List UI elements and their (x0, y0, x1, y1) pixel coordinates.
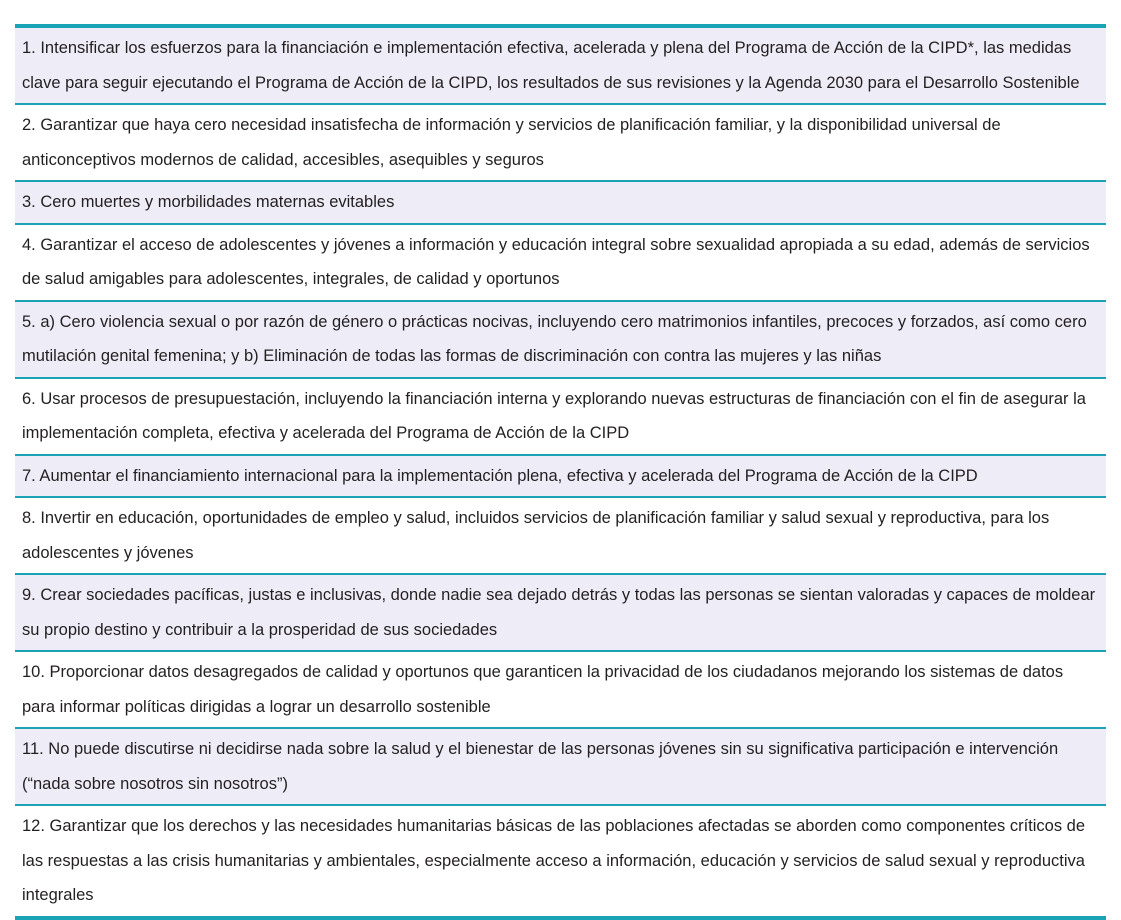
commitment-row-3: 3. Cero muertes y morbilidades maternas evitables (15, 182, 1106, 225)
commitment-row-7: 7. Aumentar el financiamiento internacional para la implementación plena, efectiva y acelerada del Programa de Acción de la CIPD (15, 456, 1106, 499)
commitment-row-10: 10. Proporcionar datos desagregados de calidad y oportunos que garanticen la privacidad de los ciudadanos mejorando los sistemas de datos para informar políticas dirigidas a lograr un desarrollo sostenible (15, 652, 1106, 729)
commitment-row-5: 5. a) Cero violencia sexual o por razón de género o prácticas nocivas, incluyendo cero matrimonios infantiles, precoces y forzados, así como cero mutilación genital femenina; y b) Eliminación de todas las formas de discriminación con contra las mujeres y las niñas (15, 302, 1106, 379)
commitment-row-11: 11. No puede discutirse ni decidirse nada sobre la salud y el bienestar de las personas jóvenes sin su significativa participación e intervención (“nada sobre nosotros sin nosotros”) (15, 729, 1106, 806)
commitments-table (15, 24, 1106, 920)
commitment-row-12: 12. Garantizar que los derechos y las necesidades humanitarias básicas de las poblaciones afectadas se aborden como componentes críticos de las respuestas a las crisis humanitarias y ambientales, especialmente acceso a información, educación y servicios de salud sexual y reproductiva integrales (15, 806, 1106, 916)
commitment-row-2: 2. Garantizar que haya cero necesidad insatisfecha de información y servicios de planificación familiar, y la disponibilidad universal de anticonceptivos modernos de calidad, accesibles, asequibles y seguros (15, 105, 1106, 182)
commitment-row-6: 6. Usar procesos de presupuestación, incluyendo la financiación interna y explorando nuevas estructuras de financiación con el fin de asegurar la implementación completa, efectiva y acelerada del Programa de Acción de la CIPD (15, 379, 1106, 456)
commitment-row-4: 4. Garantizar el acceso de adolescentes y jóvenes a información y educación integral sobre sexualidad apropiada a su edad, además de servicios de salud amigables para adolescentes, integrales, de calidad y oportunos (15, 225, 1106, 302)
commitment-row-1: 1. Intensificar los esfuerzos para la financiación e implementación efectiva, acelerada y plena del Programa de Acción de la CIPD*, las medidas clave para seguir ejecutando el Programa de Acción de la CIPD, los resultados de sus revisiones y la Agenda 2030 para el Desarrollo Sostenible (15, 28, 1106, 105)
commitment-row-8: 8. Invertir en educación, oportunidades de empleo y salud, incluidos servicios de planificación familiar y salud sexual y reproductiva, para los adolescentes y jóvenes (15, 498, 1106, 575)
commitment-row-9: 9. Crear sociedades pacíficas, justas e inclusivas, donde nadie sea dejado detrás y todas las personas se sientan valoradas y capaces de moldear su propio destino y contribuir a la prosperidad de sus sociedades (15, 575, 1106, 652)
